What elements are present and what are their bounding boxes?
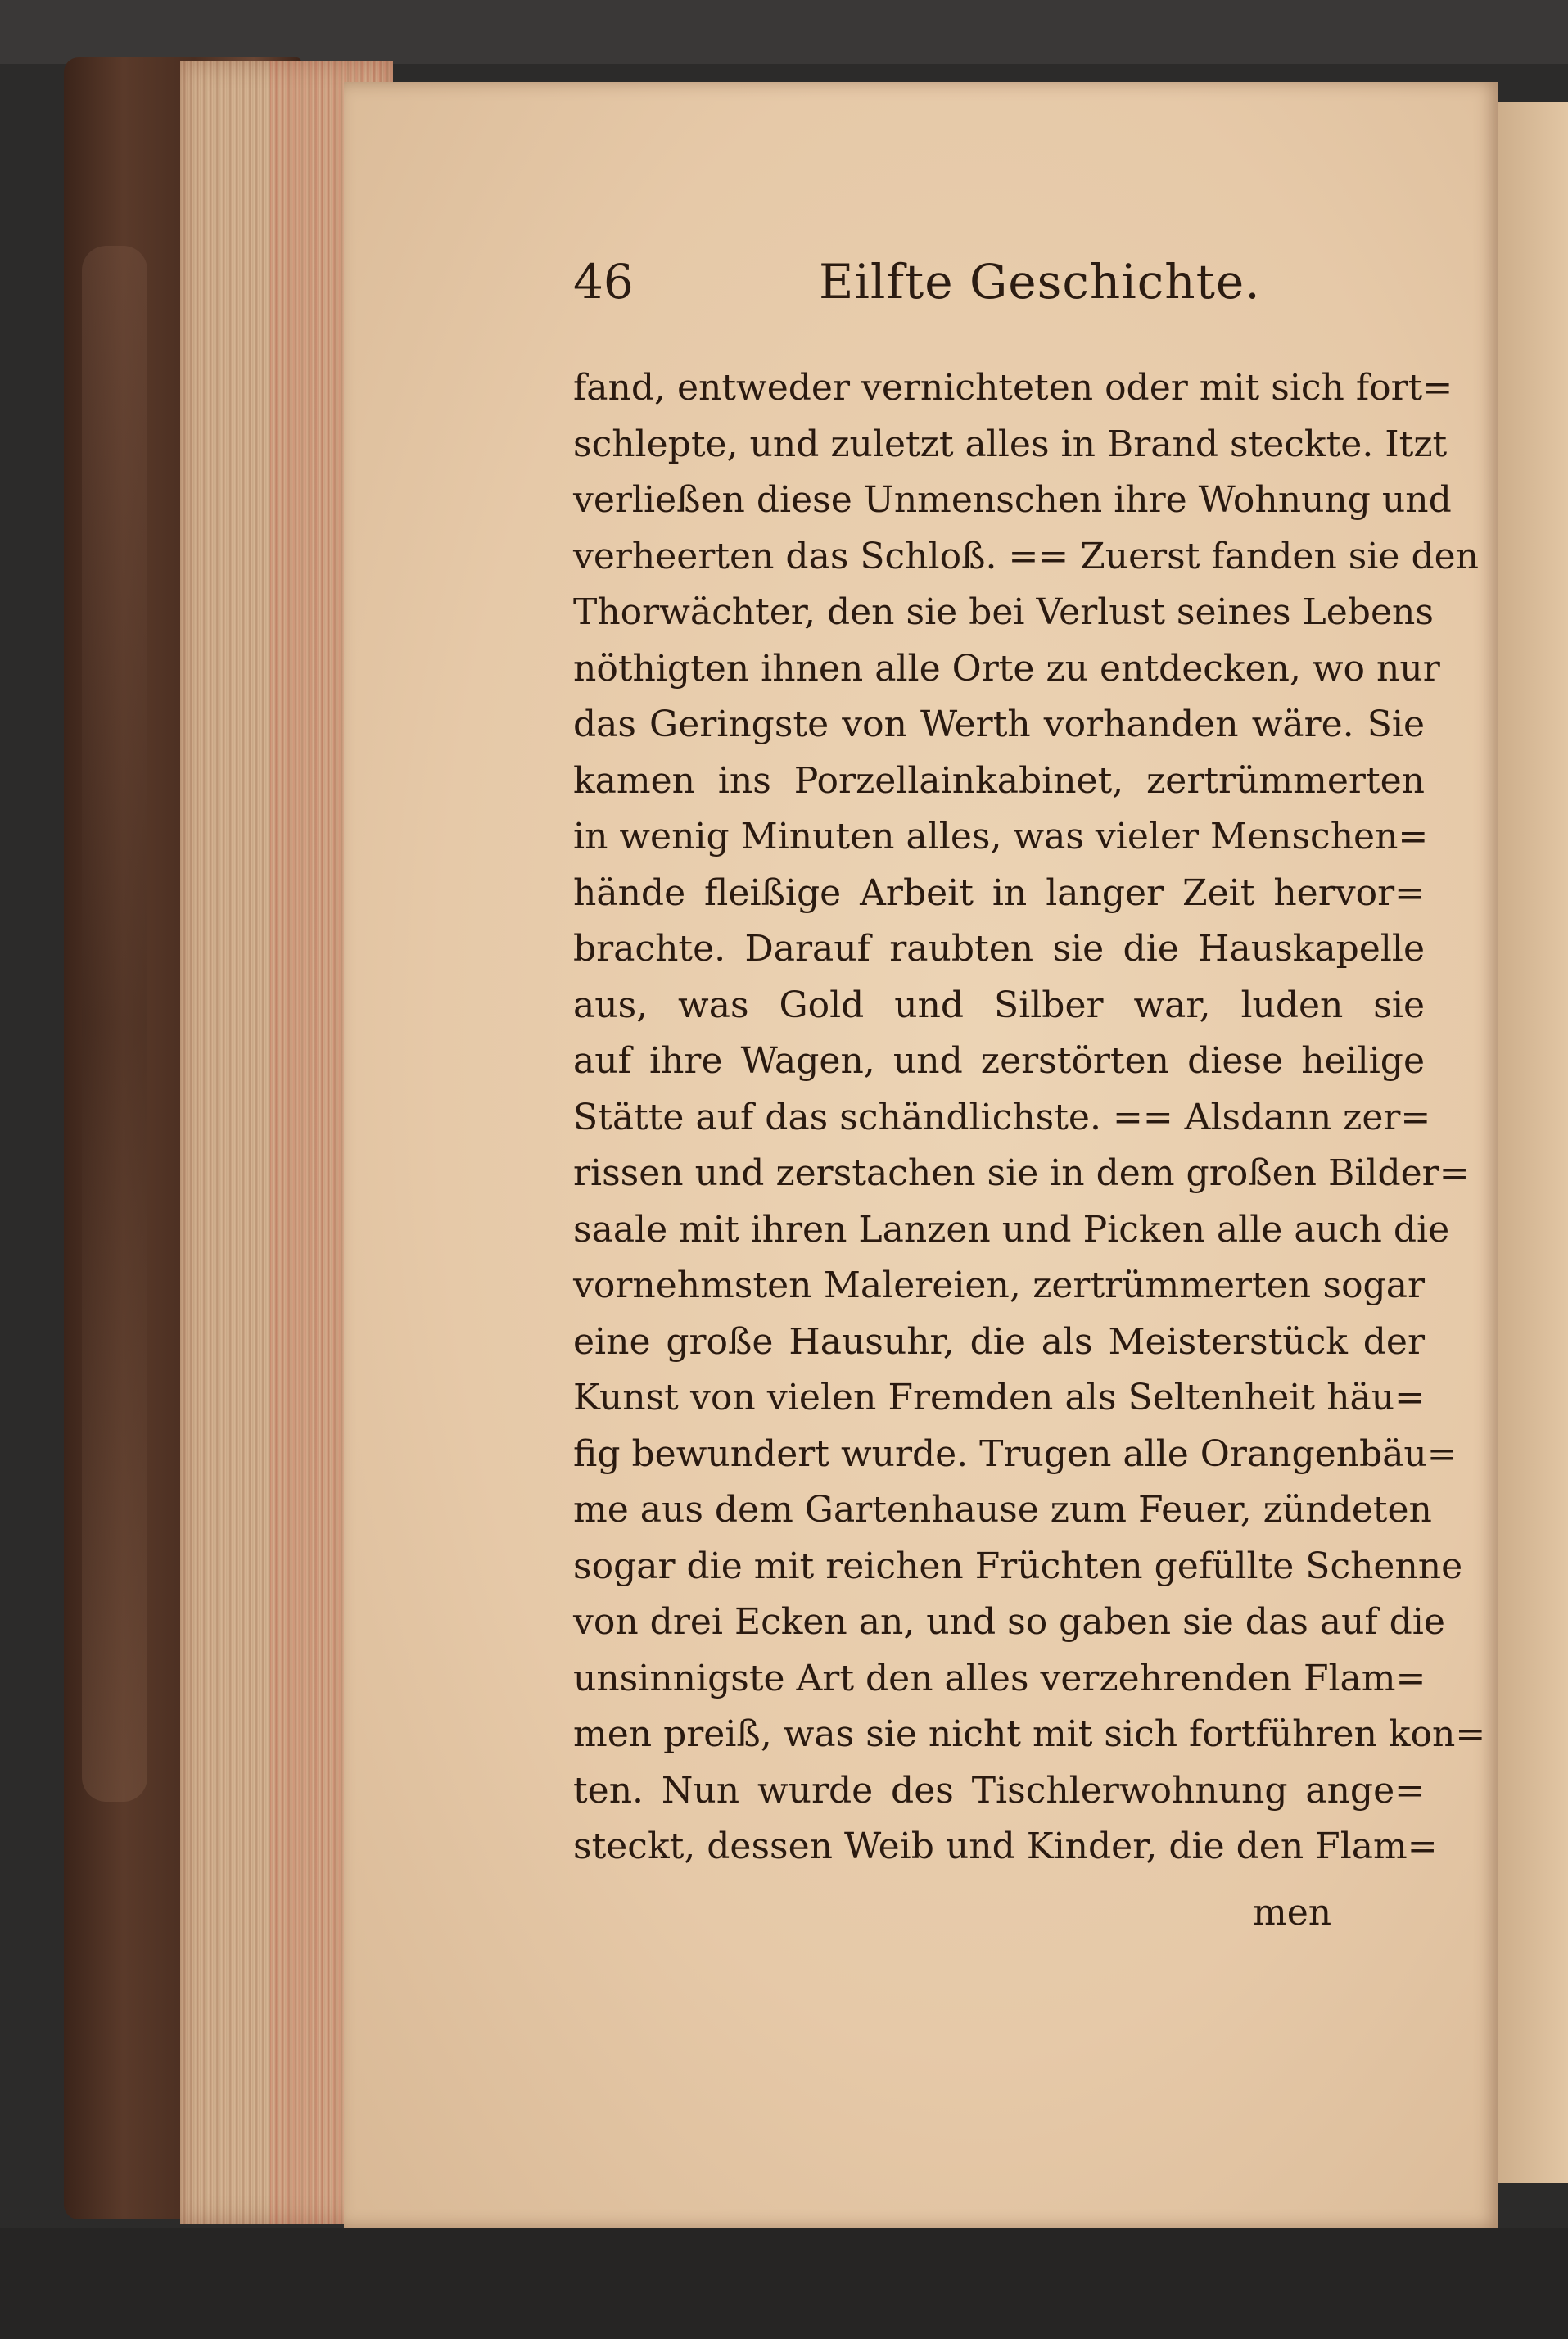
text-line: verließen diese Unmenschen ihre Wohnung und	[573, 479, 1452, 521]
text-line: das Geringste von Werth vorhanden wäre. Sie	[573, 704, 1425, 745]
text-line: Thorwächter, den sie bei Verlust seines Lebens	[573, 591, 1434, 633]
background-top	[0, 0, 1568, 64]
text-line: vornehmsten Malereien, zertrümmerten sogar	[573, 1265, 1425, 1306]
page-number: 46	[573, 254, 634, 310]
catchword: men	[1253, 1892, 1332, 1934]
text-line: Stätte auf das schändlichste. == Alsdann zer=	[573, 1096, 1431, 1138]
text-line: fand, entweder vernichteten oder mit sich fort=	[573, 367, 1453, 409]
text-line: steckt, dessen Weib und Kinder, die den Flam=	[573, 1826, 1438, 1867]
text-line: Kunst von vielen Fremden als Seltenheit häu=	[573, 1377, 1425, 1418]
text-line: verheerten das Schloß. == Zuerst fanden sie den	[573, 535, 1479, 577]
text-line: ten. Nun wurde des Tischlerwohnung ange=	[573, 1769, 1425, 1812]
text-line: aus, was Gold und Silber war, luden sie	[573, 984, 1425, 1026]
text-line: kamen ins Porzellainkabinet, zertrümmerten	[573, 759, 1425, 802]
text-line: saale mit ihren Lanzen und Picken alle auch die	[573, 1208, 1450, 1251]
text-line: auf ihre Wagen, und zerstörten diese heilige	[573, 1040, 1425, 1082]
text-line: me aus dem Gartenhause zum Feuer, zündeten	[573, 1489, 1432, 1531]
text-line: eine große Hausuhr, die als Meisterstück der	[573, 1320, 1425, 1363]
body-text	[573, 360, 1486, 1875]
text-line: in wenig Minuten alles, was vieler Menschen=	[573, 816, 1429, 857]
cover-wear	[82, 246, 147, 1802]
text-line: unsinnigste Art den alles verzehrenden Flam=	[573, 1657, 1426, 1699]
text-line: rissen und zerstachen sie in dem großen Bilder=	[573, 1152, 1470, 1194]
text-line: sogar die mit reichen Früchten gefüllte Schenne	[573, 1545, 1463, 1587]
running-title: Eilfte Geschichte.	[819, 254, 1261, 310]
text-line: brachte. Darauf raubten sie die Hauskapelle	[573, 928, 1425, 970]
text-line: men preiß, was sie nicht mit sich fortführen kon=	[573, 1713, 1486, 1755]
text-line: nöthigten ihnen alle Orte zu entdecken, wo nur	[573, 647, 1440, 690]
text-line: fig bewundert wurde. Trugen alle Orangenbäu=	[573, 1432, 1457, 1475]
text-line: hände fleißige Arbeit in langer Zeit hervor=	[573, 871, 1425, 914]
page-header	[573, 254, 1417, 311]
background-bottom	[0, 2228, 1568, 2339]
text-line: schlepte, und zuletzt alles in Brand steckte. Itzt	[573, 423, 1448, 465]
text-line: von drei Ecken an, und so gaben sie das auf die	[573, 1601, 1445, 1643]
facing-page-edge	[1498, 102, 1568, 2183]
